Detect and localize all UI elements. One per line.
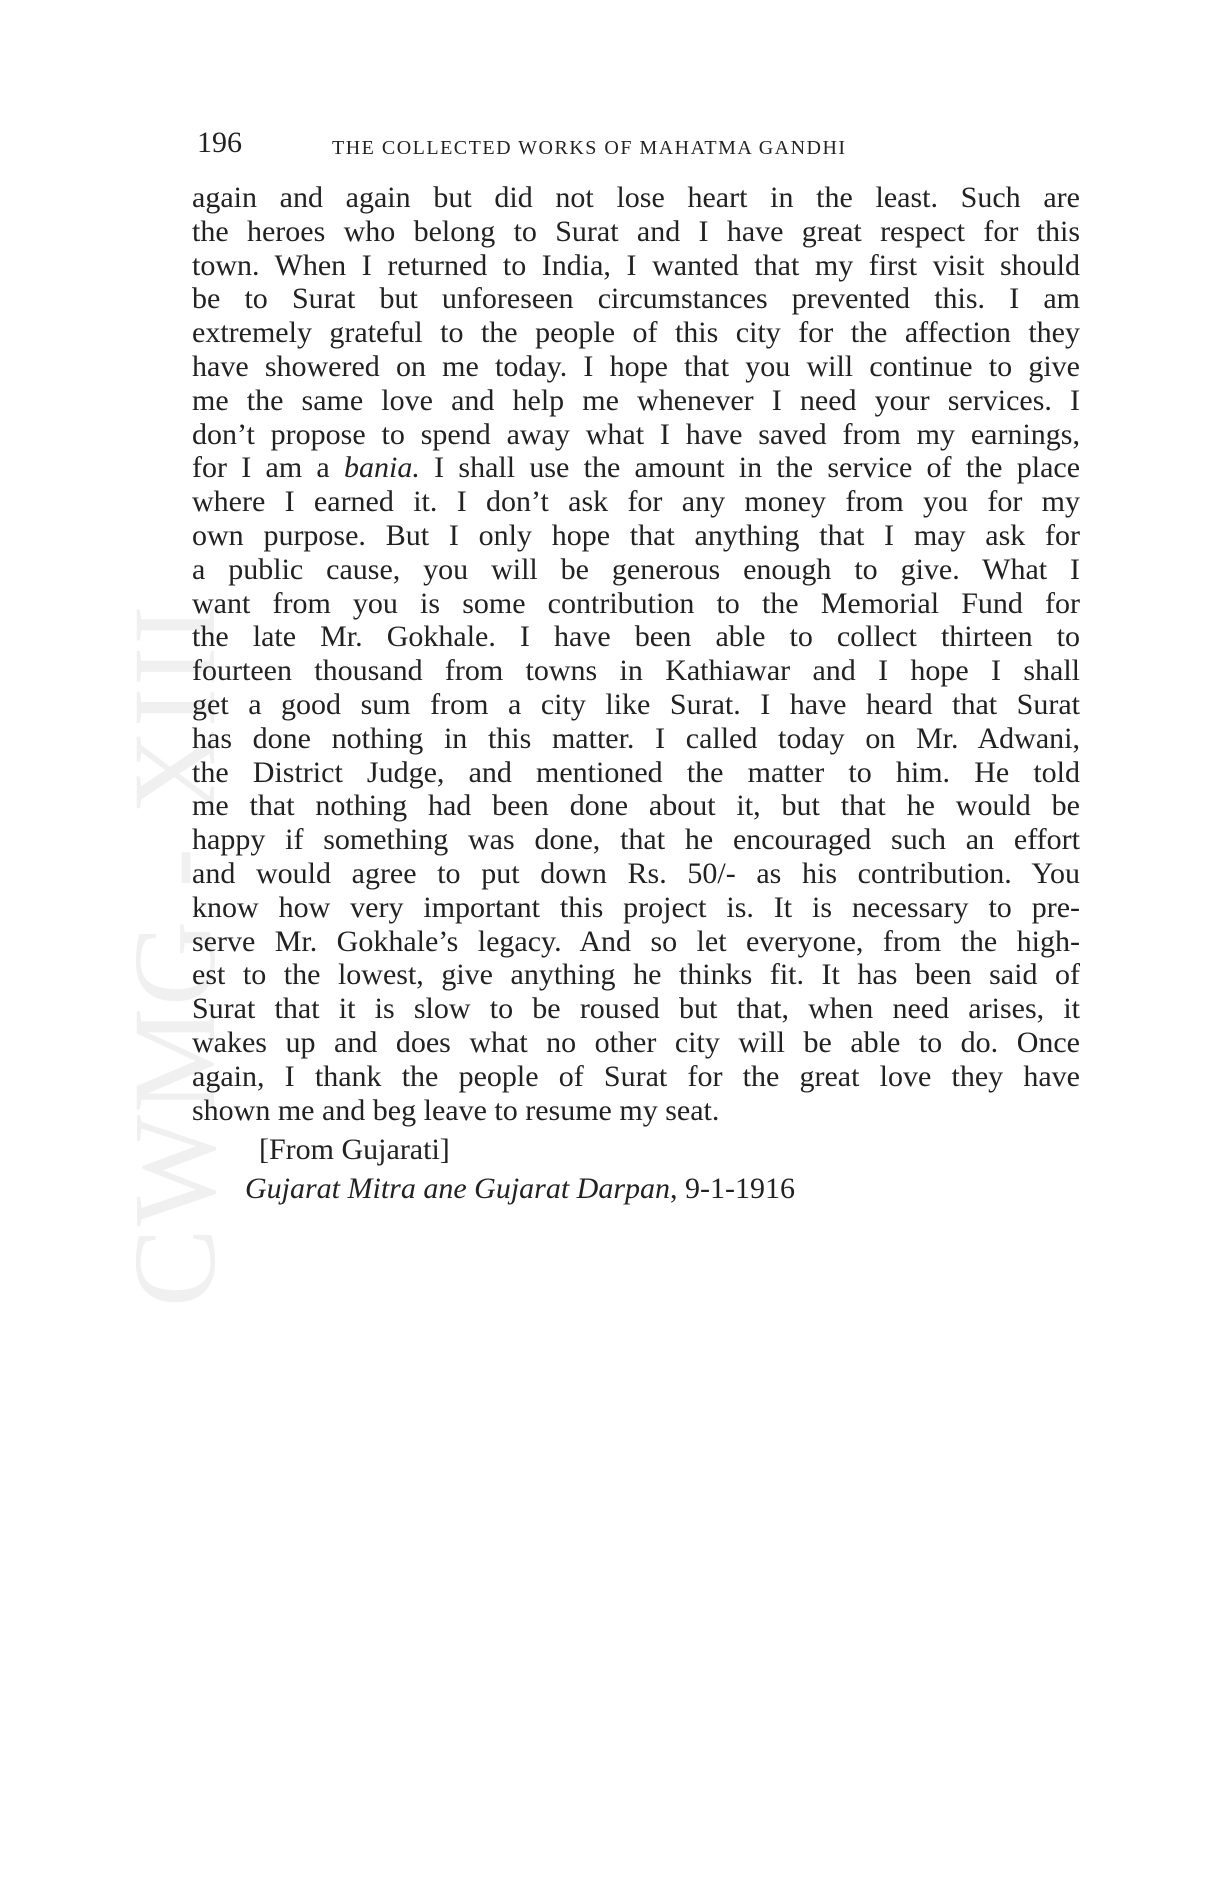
watermark: CWMG - XIII (109, 603, 240, 1307)
body-line: extremely grateful to the people of this city for the affection they (192, 316, 1080, 350)
body-line: happy if something was done, that he encouraged such an effort (192, 823, 1080, 857)
body-line: and would agree to put down Rs. 50/- as his contribution. You (192, 856, 1080, 890)
citation (245, 1172, 795, 1206)
body-line: want from you is some contribution to the Memorial Fund for (192, 586, 1080, 620)
running-title: THE COLLECTED WORKS OF MAHATMA GANDHI (332, 137, 847, 159)
source-note: [From Gujarati] (259, 1133, 450, 1166)
citation-title: Gujarat Mitra ane Gujarat Darpan (245, 1172, 671, 1205)
body-line: serve Mr. Gokhale’s legacy. And so let everyone, from the high- (192, 924, 1080, 958)
body-line: again, I thank the people of Surat for the great love they have (192, 1059, 1080, 1093)
body-line: know how very important this project is. It is necessary to pre- (192, 890, 1080, 924)
body-line: est to the lowest, give anything he thinks fit. It has been said of (192, 958, 1080, 992)
body-line: where I earned it. I don’t ask for any money from you for my (192, 485, 1080, 519)
body-line: be to Surat but unforeseen circumstances prevented this. I am (192, 282, 1080, 316)
body-line: again and again but did not lose heart in the least. Such are (192, 181, 1080, 214)
page-header (197, 126, 1081, 166)
body-line: me the same love and help me whenever I need your services. I (192, 383, 1080, 417)
italic-term: bania. (344, 451, 420, 485)
body-line: don’t propose to spend away what I have saved from my earnings, (192, 417, 1080, 451)
body-line: fourteen thousand from towns in Kathiawar and I hope I shall (192, 654, 1080, 688)
body-line: own purpose. But I only hope that anything that I may ask for (192, 518, 1080, 552)
body-line: has done nothing in this matter. I called today on Mr. Adwani, (192, 721, 1080, 755)
body-line: have showered on me today. I hope that you will continue to give (192, 349, 1080, 383)
body-line: the late Mr. Gokhale. I have been able to collect thirteen to (192, 620, 1080, 654)
body-text (192, 181, 1080, 1127)
body-line: a public cause, you will be generous enough to give. What I (192, 552, 1080, 586)
body-line-start: for I am a (192, 451, 330, 485)
body-line: Surat that it is slow to be roused but that, when need arises, it (192, 992, 1080, 1026)
body-line: me that nothing had been done about it, but that he would be (192, 789, 1080, 823)
body-line: town. When I returned to India, I wanted that my first visit should (192, 248, 1080, 282)
body-line-end: I shall use the amount in the service of the place (434, 451, 1081, 485)
page-number: 196 (197, 126, 242, 159)
body-line: shown me and beg leave to resume my seat. (192, 1093, 720, 1127)
citation-date: , 9-1-1916 (670, 1172, 795, 1205)
body-line: wakes up and does what no other city will be able to do. Once (192, 1025, 1080, 1059)
body-line (192, 451, 1080, 485)
body-line: the heroes who belong to Surat and I have great respect for this (192, 214, 1080, 248)
body-line: the District Judge, and mentioned the matter to him. He told (192, 755, 1080, 789)
body-line: get a good sum from a city like Surat. I have heard that Surat (192, 687, 1080, 721)
